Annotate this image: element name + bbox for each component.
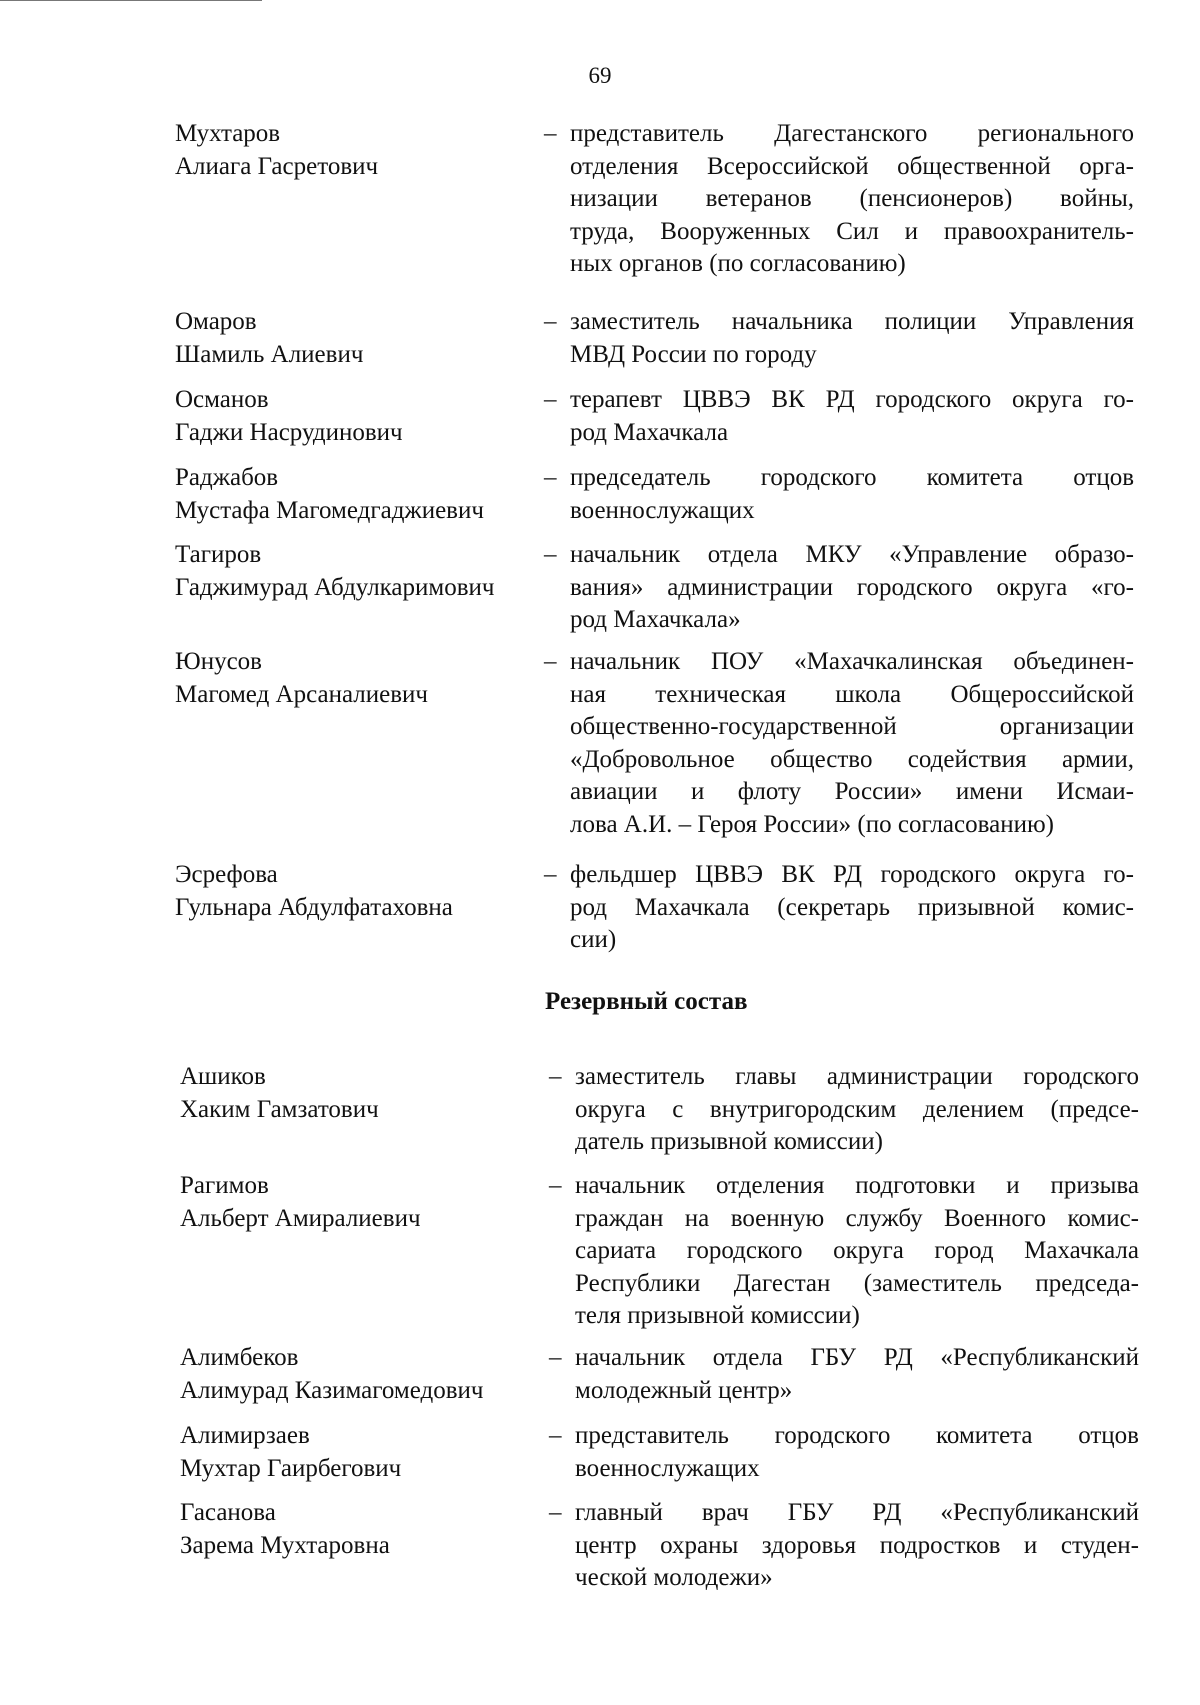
member-surname: Омаров xyxy=(175,308,257,335)
position-line: граждан на военную службу Военного комис- xyxy=(575,1204,1139,1232)
position-line: ных органов (по согласованию) xyxy=(570,250,906,277)
position-line: председатель городского комитета отцов xyxy=(570,464,1134,491)
position-line: центр охраны здоровья подростков и студен- xyxy=(575,1531,1139,1559)
member-surname: Ашиков xyxy=(180,1063,266,1090)
position-line: начальник отдела МКУ «Управление образо- xyxy=(570,541,1134,568)
entry-dash: – xyxy=(544,541,557,568)
member-name xyxy=(180,1170,560,1235)
member-surname: Раджабов xyxy=(175,464,279,491)
page-number: 69 xyxy=(588,63,612,88)
member-surname: Тагиров xyxy=(175,541,262,568)
member-position xyxy=(570,306,1134,371)
entry-dash: – xyxy=(549,1422,562,1449)
position-line: низации ветеранов (пенсионеров) войны, xyxy=(570,185,1134,212)
position-line: общественно-государственной организации xyxy=(570,713,1134,740)
entry-dash: – xyxy=(544,308,557,335)
position-line: округа с внутригородским делением (предсе- xyxy=(575,1095,1139,1123)
position-line: датель призывной комиссии) xyxy=(575,1128,883,1155)
scan-edge-line xyxy=(0,0,262,1)
member-position xyxy=(575,1497,1139,1595)
entry-dash: – xyxy=(549,1172,562,1199)
member-name xyxy=(175,384,555,449)
member-surname: Рагимов xyxy=(180,1172,269,1199)
entry-dash: – xyxy=(549,1499,562,1526)
position-line: род Махачкала» xyxy=(570,606,741,633)
member-surname: Алимирзаев xyxy=(180,1422,310,1449)
position-line: ная техническая школа Общероссийской xyxy=(570,680,1134,708)
member-position xyxy=(570,118,1134,281)
position-line: представитель городского комитета отцов xyxy=(575,1422,1139,1449)
member-surname: Мухтаров xyxy=(175,120,281,147)
position-line: МВД России по городу xyxy=(570,340,817,368)
position-line: терапевт ЦВВЭ ВК РД городского округа го- xyxy=(570,386,1134,413)
member-name xyxy=(180,1061,560,1126)
member-given-names: Шамиль Алиевич xyxy=(175,340,364,368)
position-line: теля призывной комиссии) xyxy=(575,1302,860,1329)
entry-dash: – xyxy=(544,120,557,147)
position-line: род Махачкала (секретарь призывной комис- xyxy=(570,893,1134,921)
member-position xyxy=(570,462,1134,527)
member-given-names: Гаджи Насрудинович xyxy=(175,418,403,446)
member-surname: Алимбеков xyxy=(180,1344,299,1371)
position-line: начальник отдела ГБУ РД «Республиканский xyxy=(575,1344,1139,1371)
entry-dash: – xyxy=(549,1344,562,1371)
member-given-names: Магомед Арсаналиевич xyxy=(175,680,428,708)
position-line: заместитель начальника полиции Управления xyxy=(570,308,1134,335)
entry-dash: – xyxy=(544,386,557,413)
position-line: Республики Дагестан (заместитель председа- xyxy=(575,1269,1139,1297)
member-name xyxy=(175,859,555,924)
member-name xyxy=(175,306,555,371)
position-line: ческой молодежи» xyxy=(575,1564,773,1591)
member-name xyxy=(175,462,555,527)
position-line: молодежный центр» xyxy=(575,1376,793,1404)
member-name xyxy=(175,646,555,711)
member-surname: Османов xyxy=(175,386,269,413)
member-position xyxy=(570,646,1134,841)
position-line: лова А.И. – Героя России» (по согласованию) xyxy=(570,810,1054,838)
position-line: род Махачкала xyxy=(570,418,729,446)
reserve-heading: Резервный состав xyxy=(545,988,748,1015)
position-line: фельдшер ЦВВЭ ВК РД городского округа го- xyxy=(570,861,1134,888)
member-surname: Гасанова xyxy=(180,1499,276,1526)
member-given-names: Хаким Гамзатович xyxy=(180,1095,379,1123)
member-position xyxy=(575,1342,1139,1407)
position-line: военнослужащих xyxy=(570,496,755,524)
entry-dash: – xyxy=(549,1063,562,1090)
entry-dash: – xyxy=(544,861,557,888)
member-position xyxy=(575,1061,1139,1159)
member-given-names: Мухтар Гаирбегович xyxy=(180,1454,402,1482)
member-given-names: Алимурад Казимагомедович xyxy=(180,1376,484,1404)
position-line: заместитель главы администрации городского xyxy=(575,1063,1139,1090)
position-line: авиации и флоту России» имени Исмаи- xyxy=(570,778,1134,805)
member-given-names: Альберт Амиралиевич xyxy=(180,1204,421,1232)
member-position xyxy=(575,1420,1139,1485)
member-surname: Эсрефова xyxy=(175,861,278,888)
member-surname: Юнусов xyxy=(175,648,262,675)
member-position xyxy=(570,539,1134,637)
position-line: отделения Всероссийской общественной орга- xyxy=(570,152,1134,180)
position-line: сии) xyxy=(570,926,617,953)
member-position xyxy=(570,859,1134,957)
member-given-names: Мустафа Магомедгаджиевич xyxy=(175,496,484,524)
position-line: вания» администрации городского округа «го- xyxy=(570,573,1134,601)
member-name xyxy=(175,118,555,183)
entry-dash: – xyxy=(544,648,557,675)
position-line: «Добровольное общество содействия армии, xyxy=(570,745,1134,773)
member-given-names: Гаджимурад Абдулкаримович xyxy=(175,573,495,601)
member-given-names: Гульнара Абдулфатаховна xyxy=(175,893,453,921)
member-name xyxy=(175,539,555,604)
position-line: начальник ПОУ «Махачкалинская объединен- xyxy=(570,648,1134,675)
position-line: главный врач ГБУ РД «Республиканский xyxy=(575,1499,1139,1526)
member-name xyxy=(180,1420,560,1485)
member-name xyxy=(180,1342,560,1407)
member-given-names: Алиага Гасретович xyxy=(175,152,379,180)
position-line: труда, Вооруженных Сил и правоохранитель- xyxy=(570,217,1134,245)
entry-dash: – xyxy=(544,464,557,491)
position-line: военнослужащих xyxy=(575,1454,760,1482)
position-line: сариата городского округа город Махачкала xyxy=(575,1237,1139,1264)
member-name xyxy=(180,1497,560,1562)
position-line: начальник отделения подготовки и призыва xyxy=(575,1172,1139,1199)
member-given-names: Зарема Мухтаровна xyxy=(180,1531,390,1559)
position-line: представитель Дагестанского регионального xyxy=(570,120,1134,147)
member-position xyxy=(575,1170,1139,1333)
member-position xyxy=(570,384,1134,449)
